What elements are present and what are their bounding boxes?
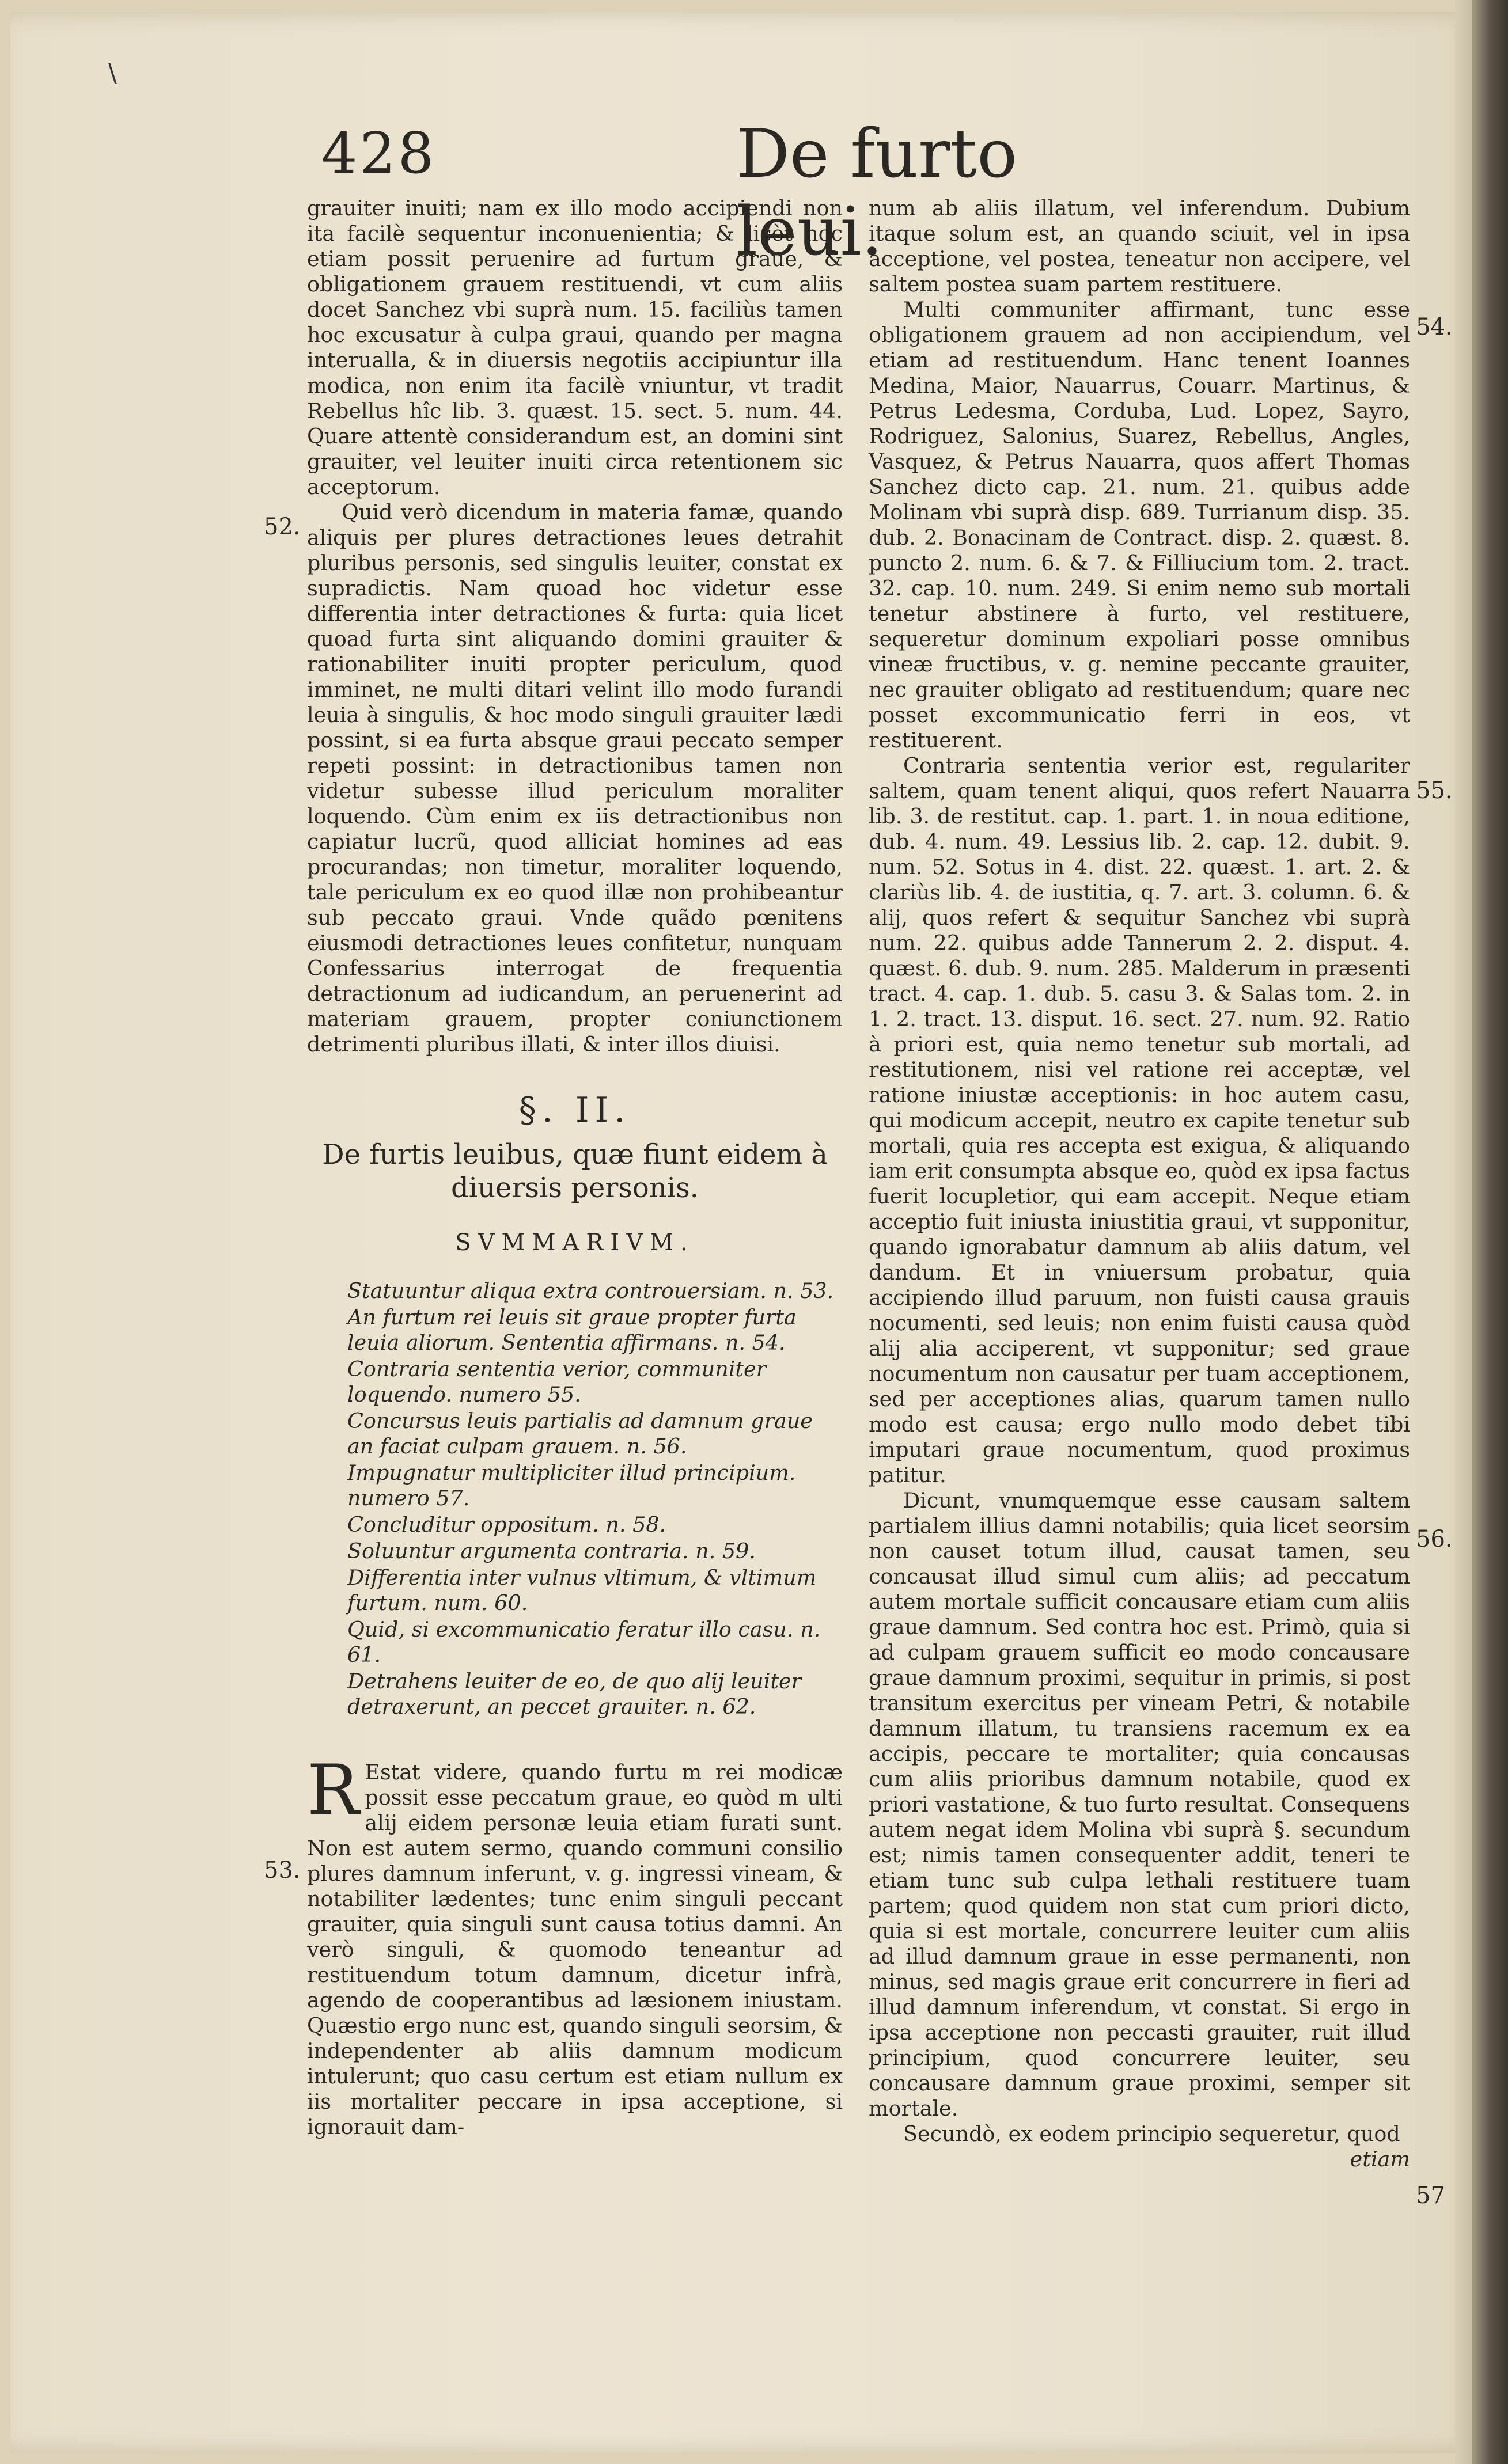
margin-number: 57: [1416, 2182, 1445, 2209]
page-header: [321, 115, 1128, 271]
summary-item: Statuuntur aliqua extra controuersiam. n. 53.: [347, 1278, 834, 1303]
drop-cap: R: [307, 1751, 359, 1831]
section-title: De furtis leuibus, quæ fiunt eidem à diuersis personis.: [322, 1138, 828, 1204]
book-page: [10, 12, 1478, 2453]
summary-item: Concursus leuis partialis ad damnum graue an faciat culpam grauem. n. 56.: [347, 1408, 813, 1459]
catchword: etiam: [1350, 2147, 1410, 2171]
margin-number: 53.: [264, 1857, 301, 1884]
right-column: [869, 196, 1410, 2172]
summary-item: Soluuntur argumenta contraria. n. 59.: [347, 1539, 756, 1563]
paragraph: Dicunt, vnumquemque esse causam saltem partialem illius damni notabilis; quia licet seorsim non causet totum illud, causat tamen, seu concausat illud simul cum aliis; ad peccatum autem mortale sufficit concausare etiam cum aliis graue damnum. Sed contra hoc est. Primò, quia si ad culpam grauem sufficit eo modo concausare graue damnum proximi, sequitur in primis, si post transitum exercitus per vineam Petri, & notabile damnum illatum, tu transiens racemum ex ea accipis, peccare te mortaliter; quia concausas cum aliis prioribus damnum notabile, quod ex priori vastatione, & tuo furto resultat. Consequens autem negat idem Molina vbi suprà §. secundum est; nimis tamen consequenter addit, teneri te etiam tunc sub culpa lethali restituere tuam partem; quod quidem non stat cum priori dicto, quia si est mortale, concurrere leuiter cum aliis ad illud damnum graue in esse permanenti, non minus, sed magis graue erit concurrere in fieri ad illud damnum inferendum, vt constat. Si ergo in ipsa acceptione non peccasti grauiter, ruit illud principium, quod concurrere leuiter, seu concausare damnum graue proximi, semper sit mortale.: [869, 1488, 1410, 2121]
summary-item: Impugnatur multipliciter illud principium. numero 57.: [347, 1460, 796, 1510]
pencil-mark: \: [108, 59, 117, 88]
section-mark: §. II.: [518, 1090, 631, 1130]
paragraph: [307, 1751, 843, 2140]
paragraph: Secundò, ex eodem principio sequeretur, quod: [903, 2121, 1400, 2146]
paragraph: Contraria sententia verior est, regulariter saltem, quam tenent aliqui, quos refert Nauarra lib. 3. de restitut. cap. 1. part. 1. in noua editione, dub. 4. num. 49. Lessius lib. 2. cap. 12. dubit. 9. num. 52. Sotus in 4. dist. 22. quæst. 1. art. 2. & clariùs lib. 4. de iustitia, q. 7. art. 3. column. 6. & alij, quos refert & sequitur Sanchez vbi suprà num. 22. quibus adde Tannerum 2. 2. disput. 4. quæst. 6. dub. 9. num. 285. Malderum in præsenti tract. 4. cap. 1. dub. 5. casu 3. & Salas tom. 2. in 1. 2. tract. 13. disput. 16. sect. 27. num. 92. Ratio à priori est, quia nemo tenetur sub mortali, ad restitutionem, nisi vel ratione rei acceptæ, vel ratione iniustæ acceptionis: in hoc autem casu, qui modicum accepit, neutro ex capite tenetur sub mortali, quia res accepta est exigua, & aliquando iam erit consumpta absque eo, quòd ex ipsa factus fuerit locupletior, qui eam accepit. Neque etiam acceptio fuit iniusta iniustitia graui, vt supponitur, quando ignorabatur damnum ab aliis datum, vel dandum. Et in vniuersum probatur, quia accipiendo illud paruum, non fuisti causa grauis nocumenti, sed leuis; non enim fuisti causa quòd alij alia acciperent, vt supponitur; sed graue nocumentum non causatur per tuam acceptionem, sed per acceptiones alias, quarum tamen nullo modo est causa; ergo nullo modo debet tibi imputari graue nocumentum, quod proximus patitur.: [869, 753, 1410, 1487]
book-gutter: [1472, 0, 1508, 2464]
paragraph: Quid verò dicendum in materia famæ, quando aliquis per plures detractiones leues detrahit pluribus personis, sed singulis leuiter, constat ex supradictis. Nam quoad hoc videtur esse differentia inter detractiones & furta: quia licet quoad furta sint aliquando domini grauiter & rationabiliter inuiti propter periculum, quod imminet, ne multi ditari velint illo modo furandi leuia à singulis, & hoc modo singuli grauiter lædi possint, si ea furta absque graui peccato semper repeti possint: in detractionibus tamen non videtur subesse illud periculum moraliter loquendo. Cùm enim ex iis detractionibus non capiatur lucrũ, quod alliciat homines ad eas procurandas; non timetur, moraliter loquendo, tale periculum ex eo quod illæ non prohibeantur sub peccato graui. Vnde quãdo pœnitens eiusmodi detractiones leues confitetur, nunquam Confessarius interrogat de frequentia detractionum ad iudicandum, an peruenerint ad materiam grauem, propter coniunctionem detrimenti pluribus illati, & inter illos diuisi.: [307, 500, 843, 1057]
margin-number: 54.: [1416, 314, 1453, 340]
margin-number: 55.: [1416, 777, 1453, 804]
summary-item: Contraria sententia verior, communiter loquendo. numero 55.: [347, 1357, 767, 1407]
summarium-heading: SVMMARIVM.: [455, 1229, 695, 1256]
margin-number: 52.: [264, 514, 301, 540]
paragraph: num ab aliis illatum, vel inferendum. Dubium itaque solum est, an quando sciuit, vel in ipsa acceptione, vel postea, teneatur non accipere, vel saltem postea suam partem restituere.: [869, 196, 1410, 297]
summary-item: An furtum rei leuis sit graue propter furta leuia aliorum. Sententia affirmans. n. 54.: [347, 1305, 797, 1355]
summary-item: Detrahens leuiter de eo, de quo alij leuiter detraxerunt, an peccet grauiter. n. 62.: [347, 1669, 802, 1719]
summary-item: Differentia inter vulnus vltimum, & vltimum furtum. num. 60.: [347, 1565, 817, 1615]
paragraph: grauiter inuiti; nam ex illo modo accipiendi non ita facilè sequentur inconuenientia; & licèt hoc etiam possit peruenire ad furtum graue, & obligationem grauem restituendi, vt cum aliis docet Sanchez vbi suprà num. 15. faciliùs tamen hoc excusatur à culpa graui, quando per magna interualla, & in diuersis negotiis accipiuntur illa modica, non enim ita facilè vniuntur, vt tradit Rebellus hîc lib. 3. quæst. 15. sect. 5. num. 44. Quare attentè considerandum est, an domini sint grauiter, vel leuiter inuiti circa retentionem sic acceptorum.: [307, 196, 843, 499]
page-number: 428: [321, 121, 437, 187]
summary-list: [307, 1278, 843, 1719]
running-title: De furto leui.: [736, 115, 1018, 271]
paragraph: Multi communiter affirmant, tunc esse obligationem grauem ad non accipiendum, vel etiam ad restituendum. Hanc tenent Ioannes Medina, Maior, Nauarrus, Couarr. Martinus, & Petrus Ledesma, Corduba, Lud. Lopez, Sayro, Rodriguez, Salonius, Suarez, Rebellus, Angles, Vasquez, & Petrus Nauarra, quos affert Thomas Sanchez dicto cap. 21. num. 21. quibus adde Molinam vbi suprà disp. 689. Turrianum disp. 35. dub. 2. Bonacinam de Contract. disp. 2. quæst. 8. puncto 2. num. 6. & 7. & Filliucium tom. 2. tract. 32. cap. 10. num. 249. Si enim nemo sub mortali tenetur abstinere à furto, vel restituere, sequeretur dominum expoliari posse omnibus vineæ fructibus, v. g. nemine peccante grauiter, nec grauiter obligato ad restituendum; quare nec posset excommunicatio ferri in eos, vt restituerent.: [869, 297, 1410, 753]
margin-number: 56.: [1416, 1526, 1453, 1552]
paragraph-text: Estat videre, quando furtu m rei modicæ possit esse peccatum graue, eo quòd m ulti alij eidem personæ leuia etiam furati sunt. Non est autem sermo, quando communi consilio plures damnum inferunt, v. g. ingressi vineam, & notabiliter lædentes; tunc enim singuli peccant grauiter, quia singuli sunt causa totius damni. An verò singuli, & quomodo teneantur ad restituendum totum damnum, dicetur infrà, agendo de cooperantibus ad læsionem iniustam. Quæstio ergo nunc est, quando singuli seorsim, & independenter ab aliis damnum modicum intulerunt; quo casu certum est etiam nullum ex iis mortaliter peccare in ipsa acceptione, si ignorauit dam-: [307, 1760, 843, 2139]
summary-item: Quid, si excommunicatio feratur illo casu. n. 61.: [347, 1617, 821, 1667]
page-edge: [1455, 0, 1472, 2464]
summary-item: Concluditur oppositum. n. 58.: [347, 1512, 666, 1537]
left-column: [307, 196, 843, 2140]
